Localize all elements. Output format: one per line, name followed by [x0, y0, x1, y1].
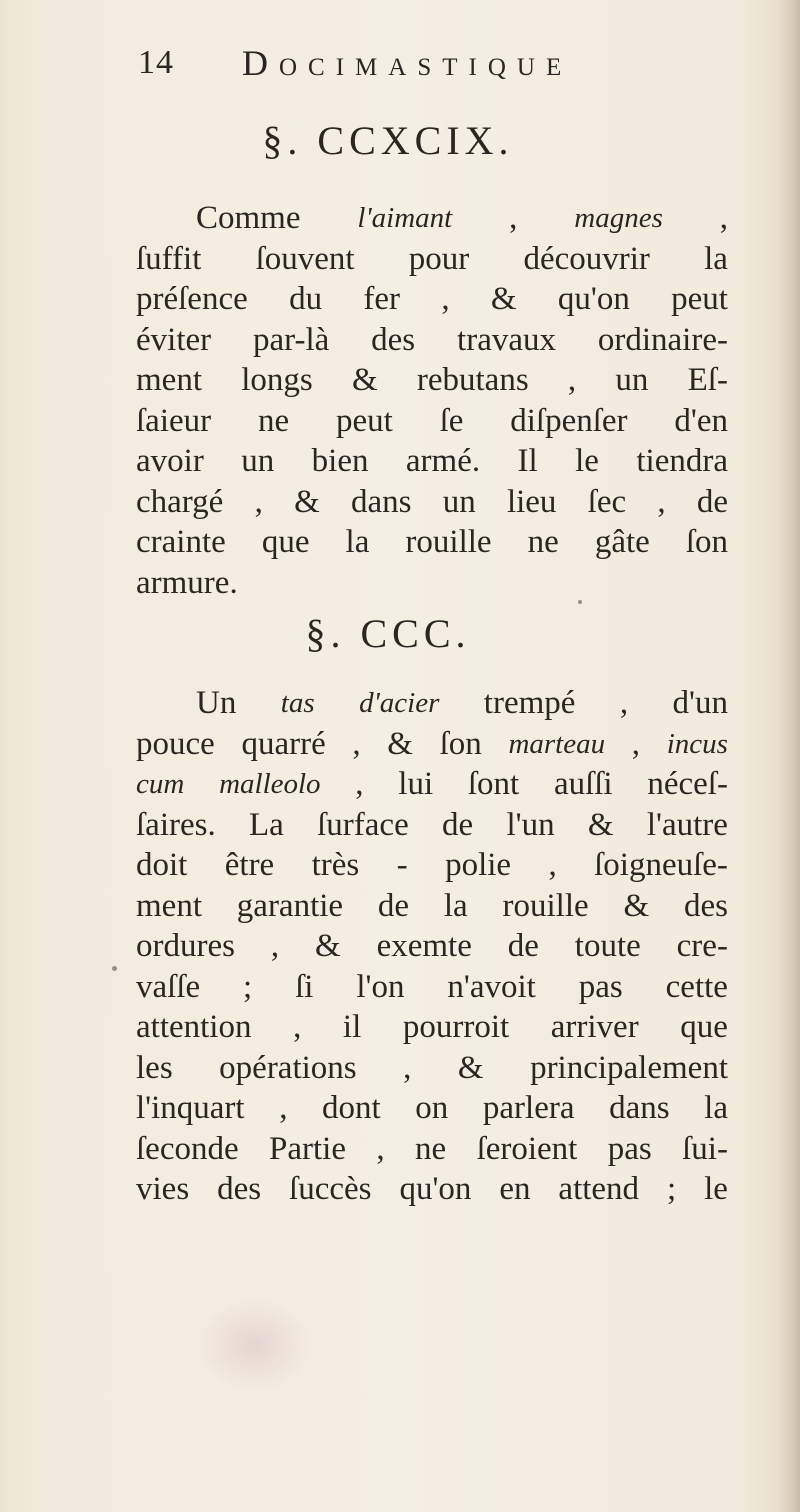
word: préſence — [136, 281, 248, 317]
word: de — [696, 483, 728, 520]
word: ſe — [439, 402, 464, 439]
word: n'avoit — [447, 968, 536, 1005]
text-line — [136, 1048, 728, 1089]
text-line — [136, 1088, 728, 1129]
word: la — [443, 887, 468, 924]
word: Il — [517, 443, 538, 479]
word: néceſ- — [647, 766, 728, 802]
word: garantie — [236, 887, 344, 924]
word: bien — [311, 443, 369, 479]
section-heading: §. CCXCIX. — [262, 118, 514, 163]
word: , — [509, 200, 518, 236]
word: ne — [257, 402, 290, 439]
word: dont — [322, 1090, 381, 1126]
word: - — [396, 847, 408, 883]
word: & — [294, 483, 320, 520]
word: ſurface — [317, 806, 409, 843]
word: de — [442, 806, 474, 843]
word: rouille — [405, 524, 492, 560]
word: , — [279, 1090, 288, 1126]
word: de — [377, 887, 410, 924]
text-line — [136, 522, 728, 563]
word: quarré — [241, 725, 326, 762]
word: tas — [280, 687, 315, 719]
text-line — [136, 320, 728, 361]
text-line — [136, 482, 728, 523]
word: des — [371, 321, 416, 358]
word: exemte — [376, 928, 472, 964]
word: pourroit — [402, 1009, 510, 1045]
section-heading: §. CCC. — [305, 611, 471, 656]
word: attention — [136, 1009, 252, 1045]
text-line — [136, 764, 728, 805]
word: & — [623, 887, 650, 924]
word: un — [241, 443, 275, 479]
text-line — [136, 198, 728, 239]
word: auſſi — [553, 766, 613, 802]
text-line — [136, 805, 728, 846]
word: & — [490, 281, 517, 317]
word: ment — [136, 887, 202, 924]
word: ſec — [587, 483, 627, 520]
word: il — [342, 1009, 362, 1045]
word: , — [254, 483, 263, 520]
word: ſi — [295, 968, 314, 1005]
text-line — [136, 886, 728, 927]
word: cre- — [676, 928, 728, 964]
word: ſaieur — [136, 402, 212, 439]
text-line — [136, 1129, 728, 1170]
text-line — [136, 360, 728, 401]
word: que — [261, 524, 310, 560]
text-line — [136, 1007, 728, 1048]
word: , — [657, 483, 666, 520]
page-stain — [200, 1300, 310, 1390]
word: découvrir — [523, 240, 650, 277]
word: ſeroient — [476, 1130, 578, 1167]
word: des — [217, 1171, 262, 1207]
word: ne — [415, 1130, 447, 1167]
word: gâte — [594, 524, 650, 560]
word: ſaires. — [136, 806, 216, 843]
word: pas — [607, 1130, 652, 1167]
word: pouce — [136, 725, 215, 762]
word: dans — [350, 483, 412, 520]
word: toute — [574, 928, 641, 964]
word: ordures — [136, 928, 235, 964]
page-number: 14 — [138, 44, 174, 81]
text-line — [136, 926, 728, 967]
binding-shadow — [778, 0, 800, 1512]
word: pour — [408, 240, 470, 277]
text-line — [136, 845, 728, 886]
word: la — [704, 1090, 728, 1126]
word: rouille — [502, 887, 589, 924]
word: principalement — [530, 1049, 728, 1086]
word: pas — [578, 968, 623, 1005]
word: doit — [136, 847, 188, 883]
word: lieu — [506, 483, 557, 520]
word: d'un — [672, 685, 728, 721]
word: trempé — [483, 685, 576, 721]
word: ment — [136, 362, 202, 398]
word: , — [355, 766, 364, 802]
running-head-title: Docimastique — [242, 43, 573, 83]
word: & — [587, 806, 614, 843]
text-line — [136, 683, 728, 724]
word: ſon — [439, 725, 482, 762]
text-line — [136, 1169, 728, 1210]
text-line — [136, 967, 728, 1008]
word: , — [352, 725, 361, 762]
word: La — [249, 806, 284, 843]
word: qu'on — [557, 281, 630, 317]
word: marteau — [508, 727, 606, 760]
word: ſont — [467, 766, 520, 802]
word: , — [376, 1130, 385, 1167]
text-line — [136, 279, 728, 320]
word: ſon — [685, 524, 728, 560]
word: l'un — [506, 806, 555, 843]
word: armé. — [405, 443, 481, 479]
word: des — [683, 887, 728, 924]
word: vaſſe — [136, 968, 201, 1005]
word: l'aimant — [357, 202, 453, 234]
text-line — [136, 441, 728, 482]
word: Eſ- — [687, 362, 728, 398]
word: , — [403, 1049, 412, 1086]
word: parlera — [482, 1090, 575, 1126]
word: , — [567, 362, 577, 398]
word: crainte — [136, 524, 226, 560]
word: dans — [609, 1090, 670, 1126]
word: ordinaire- — [597, 321, 728, 358]
word: vies — [136, 1171, 190, 1207]
word: très — [311, 847, 360, 883]
text-line — [136, 563, 728, 604]
word: du — [289, 281, 323, 317]
word: chargé — [136, 483, 224, 520]
word: lui — [398, 766, 434, 802]
paragraph — [136, 198, 728, 603]
word: , — [719, 200, 728, 236]
word: d'acier — [359, 687, 440, 719]
word: que — [680, 1009, 728, 1045]
word: & — [457, 1049, 484, 1086]
word: un — [615, 362, 649, 398]
word: & — [315, 928, 341, 964]
word: armure. — [136, 564, 238, 601]
word: la — [345, 524, 370, 560]
word: polie — [445, 847, 512, 883]
text-line — [136, 724, 728, 765]
word: ſouvent — [255, 240, 355, 277]
word: diſpenſer — [510, 402, 628, 439]
word: Comme — [196, 200, 301, 236]
word: le — [704, 1171, 728, 1207]
word: incus — [666, 727, 728, 760]
word: peut — [335, 402, 393, 439]
word: Partie — [269, 1130, 346, 1167]
paragraph — [136, 683, 728, 1210]
word: par-là — [253, 321, 330, 358]
word: on — [415, 1090, 449, 1126]
word: rebutans — [416, 362, 529, 398]
word: être — [224, 847, 275, 883]
running-header — [138, 38, 698, 94]
word: la — [704, 240, 728, 277]
word: , — [619, 685, 629, 721]
word: magnes — [574, 202, 663, 234]
word: , — [631, 725, 641, 762]
word: arriver — [550, 1009, 639, 1045]
word: ſoigneuſe- — [594, 847, 728, 883]
word: qu'on — [399, 1171, 472, 1207]
word: , — [441, 281, 450, 317]
word: les — [136, 1049, 173, 1086]
word: ; — [667, 1171, 677, 1207]
text-line — [136, 239, 728, 280]
word: ; — [243, 968, 253, 1005]
word: d'en — [674, 402, 728, 439]
word: en — [499, 1171, 531, 1207]
word: malleolo — [219, 768, 321, 800]
word: Un — [196, 685, 237, 721]
word: travaux — [457, 321, 556, 358]
word: l'inquart — [136, 1090, 245, 1126]
word: opérations — [219, 1049, 357, 1086]
word: l'autre — [646, 806, 728, 843]
word: éviter — [136, 321, 212, 358]
word: tiendra — [636, 443, 728, 479]
word: , — [270, 928, 280, 964]
word: avoir — [136, 443, 204, 479]
word: ſuccès — [289, 1171, 372, 1207]
word: de — [507, 928, 539, 964]
word: ſuffit — [136, 240, 202, 277]
word: longs — [241, 362, 313, 398]
word: , — [293, 1009, 302, 1045]
word: peut — [671, 281, 728, 317]
word: un — [442, 483, 476, 520]
word: l'on — [356, 968, 405, 1005]
word: cette — [665, 968, 728, 1005]
ink-speck — [112, 966, 117, 971]
word: fer — [363, 281, 401, 317]
word: & — [387, 725, 413, 762]
word: ne — [527, 524, 559, 560]
text-line — [136, 401, 728, 442]
word: & — [351, 362, 378, 398]
word: le — [575, 443, 599, 479]
word: cum — [136, 768, 185, 800]
word: ſui- — [682, 1130, 728, 1167]
word: ſeconde — [136, 1130, 239, 1167]
word: attend — [558, 1171, 640, 1207]
word: , — [548, 847, 557, 883]
